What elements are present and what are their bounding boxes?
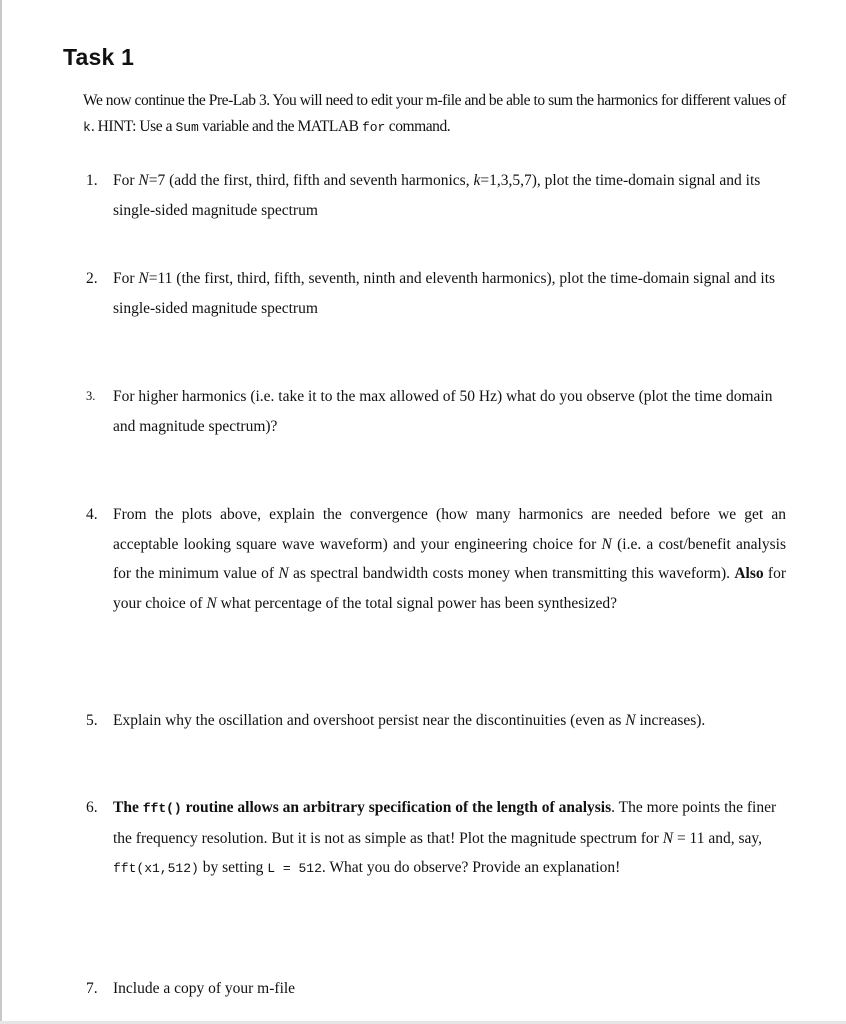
var-k: k bbox=[473, 172, 481, 189]
code-k: k bbox=[83, 120, 91, 135]
intro-text-1: We now continue the Pre-Lab 3. You will need to edit your m-file and be able to sum the harmonics for different values of bbox=[83, 92, 786, 109]
item-number: 5. bbox=[86, 712, 98, 729]
item-text: From the plots above, explain the convergence (how many harmonics are needed before we get an acceptable looking square wave waveform) and your engineering choice for N (i.e. a cost/benefit analysis for the minimum value of N as spectral bandwidth costs money when transmitting this waveform). Also for your choice of N what percentage of the total signal power has been synthesized? bbox=[113, 506, 786, 612]
item-number: 1. bbox=[86, 172, 98, 189]
item-text: The fft() routine allows an arbitrary specification of the length of analysis. The more points the finer the frequency resolution. But it is not as simple as that! Plot the magnitude spectrum for N = 11 and, say, fft(x1,512) by setting L = 512. What you do observe? Provide an explanation! bbox=[113, 799, 777, 876]
var-n: N bbox=[206, 594, 217, 612]
item-text: For N=7 (add the first, third, fifth and seventh harmonics, k=1,3,5,7), plot the time-domain signal and its single-sided magnitude spectrum bbox=[113, 172, 761, 219]
task-item-1 bbox=[86, 166, 786, 225]
task-item-2 bbox=[86, 264, 786, 323]
page-left-edge bbox=[0, 0, 2, 1024]
item-number: 2. bbox=[86, 270, 98, 287]
task-item-4 bbox=[86, 500, 786, 618]
item-number: 4. bbox=[86, 506, 98, 523]
page-title: Task 1 bbox=[63, 44, 135, 70]
var-n: N bbox=[625, 712, 636, 729]
task-item-6 bbox=[86, 793, 786, 884]
code-sum: Sum bbox=[175, 120, 199, 135]
item-number: 7. bbox=[86, 980, 98, 997]
code-fft: fft() bbox=[142, 801, 182, 816]
item-number: 3. bbox=[86, 389, 96, 403]
task-item-7 bbox=[86, 974, 786, 1004]
task-item-5 bbox=[86, 706, 786, 736]
intro-text-4: command. bbox=[385, 118, 451, 135]
intro-paragraph bbox=[83, 88, 795, 141]
also-bold: Also bbox=[734, 565, 764, 582]
item-text: Explain why the oscillation and overshoot persist near the discontinuities (even as N increases). bbox=[113, 712, 706, 729]
item-text: For N=11 (the first, third, fifth, seventh, ninth and eleventh harmonics), plot the time-domain signal and its single-sided magnitude spectrum bbox=[113, 270, 776, 317]
task-item-3 bbox=[86, 382, 786, 441]
var-n: N bbox=[662, 829, 674, 847]
var-n: N bbox=[138, 270, 149, 287]
item-text: For higher harmonics (i.e. take it to the max allowed of 50 Hz) what do you observe (plot the time domain and magnitude spectrum)? bbox=[113, 388, 773, 435]
item-text: Include a copy of your m-file bbox=[113, 980, 296, 997]
var-n: N bbox=[278, 565, 289, 582]
code-fft-call: fft(x1,512) bbox=[113, 861, 199, 876]
code-l-assign: L = 512 bbox=[267, 861, 322, 876]
code-for: for bbox=[361, 120, 386, 135]
intro-text-2: . HINT: Use a bbox=[90, 118, 176, 135]
var-n: N bbox=[601, 535, 612, 553]
intro-text-3: variable and the MATLAB bbox=[198, 118, 362, 135]
item-number: 6. bbox=[86, 799, 98, 816]
var-n: N bbox=[138, 172, 149, 189]
